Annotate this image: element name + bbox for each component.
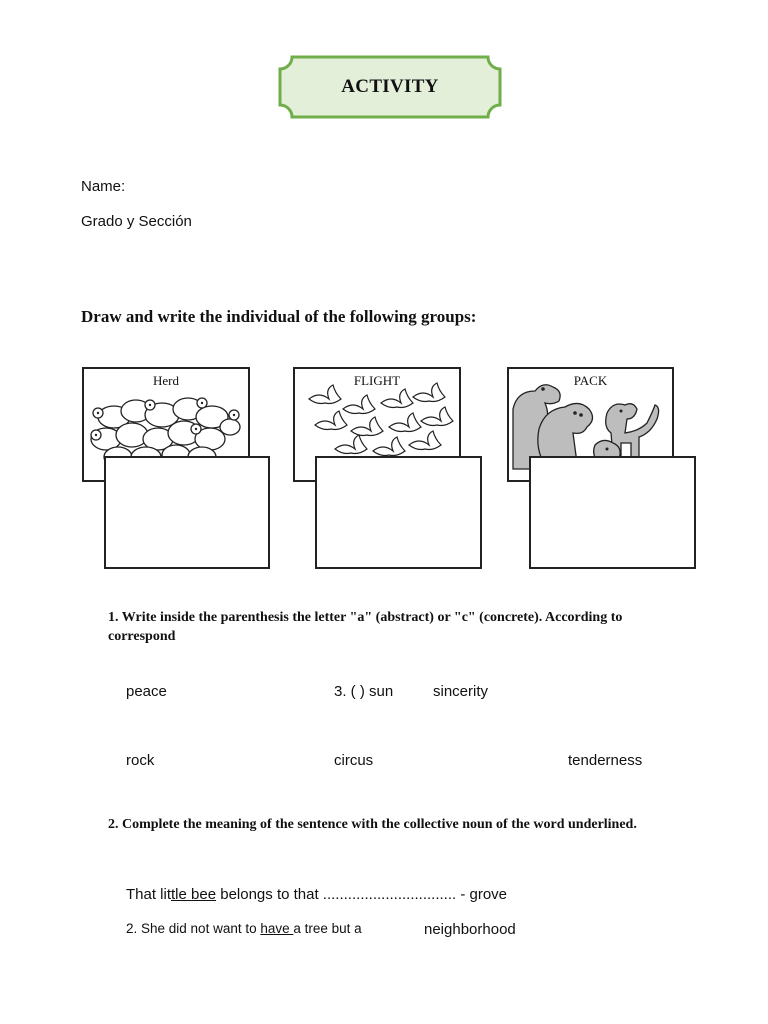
- draw-instruction: Draw and write the individual of the following groups:: [81, 307, 477, 326]
- word-sincerity: sincerity: [433, 683, 489, 700]
- word-peace: peace: [126, 683, 167, 700]
- sentence-2-underlined: have: [260, 921, 294, 936]
- herd-label: Herd: [153, 373, 179, 388]
- pack-label: PACK: [573, 373, 608, 388]
- question-1-text: 1. Write inside the parenthesis the letter "a" (abstract) or "c" (concrete). According to correspond: [108, 610, 623, 644]
- word-sun[interactable]: 3. ( ) sun: [334, 683, 394, 700]
- grade-section-label: Grado y Sección: [81, 213, 192, 230]
- herd-answer-box[interactable]: [104, 456, 270, 569]
- name-label: Name:: [81, 178, 126, 195]
- question-2-text: 2. Complete the meaning of the sentence with the collective noun of the word underlined.: [108, 817, 637, 832]
- sentence-2-answer: neighborhood: [424, 921, 516, 938]
- sentence-2-after: a tree but a: [293, 921, 362, 936]
- sentence-1-after: belongs to that ................................ - grove: [216, 886, 508, 903]
- flight-answer-box[interactable]: [315, 456, 482, 569]
- word-circus: circus: [334, 752, 374, 769]
- sentence-1-underlined: tle bee: [171, 886, 217, 903]
- sentence-1-before: That lit: [126, 886, 172, 903]
- page-title: ACTIVITY: [341, 76, 439, 97]
- sentence-1: [126, 886, 507, 903]
- word-rock: rock: [126, 752, 155, 769]
- word-tenderness: tenderness: [568, 752, 643, 769]
- flight-label: FLIGHT: [353, 373, 401, 388]
- sentence-2: [126, 921, 362, 936]
- sentence-2-before: 2. She did not want to: [126, 921, 261, 936]
- pack-answer-box[interactable]: [529, 456, 696, 569]
